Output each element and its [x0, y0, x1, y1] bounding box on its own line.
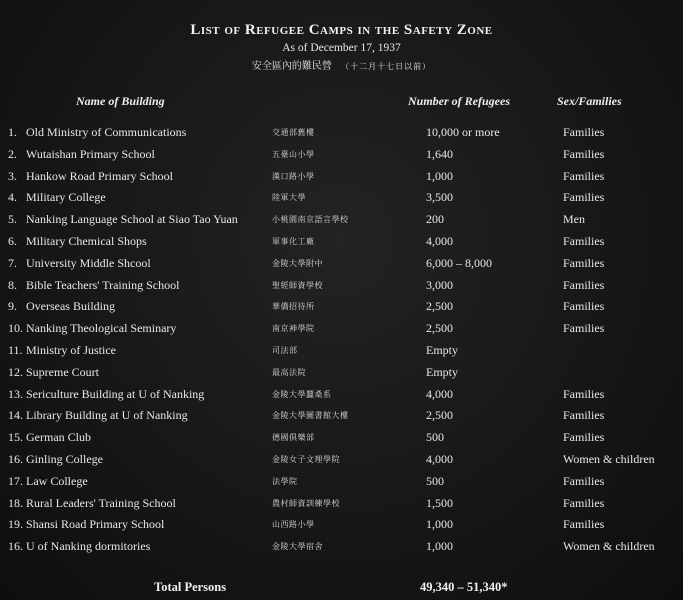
refugee-count: 4,000: [426, 451, 453, 466]
building-name: German Club: [26, 430, 91, 445]
refugee-count: Empty: [426, 364, 458, 379]
table-row: [0, 493, 683, 515]
building-name: University Middle Shcool: [26, 255, 151, 270]
table-row: [0, 405, 683, 427]
building-chinese-name: 農村師資訓練學校: [272, 498, 340, 508]
table-row: [0, 122, 683, 144]
building-name: Supreme Court: [26, 364, 99, 379]
building-chinese-name: 金陵大學附中: [272, 258, 323, 268]
sex-families: Families: [563, 233, 605, 248]
building-name: Library Building at U of Nanking: [26, 408, 188, 423]
table-row: [0, 275, 683, 297]
refugee-count: 4,000: [426, 233, 453, 248]
refugee-count: Empty: [426, 342, 458, 357]
sex-families: Families: [563, 146, 605, 161]
refugee-count: 1,000: [426, 539, 453, 554]
row-number: 1.: [8, 125, 17, 139]
document-title: List of Refugee Camps in the Safety Zone: [190, 22, 493, 38]
building-chinese-name: 司法部: [272, 345, 298, 355]
sex-families: Families: [563, 168, 605, 183]
row-number: 16.: [8, 451, 23, 466]
row-number: 12.: [8, 364, 23, 379]
table-row: [0, 536, 683, 558]
building-name: Sericulture Building at U of Nanking: [26, 386, 205, 401]
sex-families: Families: [563, 277, 605, 292]
building-chinese-name: 德國俱樂部: [272, 433, 315, 443]
sex-families: Families: [563, 255, 605, 270]
row-number: 8.: [8, 277, 17, 292]
building-chinese-name: 小桃園南京語言學校: [272, 215, 349, 225]
building-chinese-name: 五臺山小學: [272, 149, 315, 159]
building-name: Law College: [26, 473, 88, 488]
row-number: 17.: [8, 473, 23, 488]
table-row: [0, 362, 683, 384]
sex-families: Men: [563, 212, 585, 227]
sex-families: Families: [563, 386, 605, 401]
building-chinese-name: 交通部舊樓: [272, 128, 315, 137]
building-chinese-name: 法學院: [272, 476, 298, 486]
table-row: [0, 209, 683, 231]
document-subtitle: As of December 17, 1937: [282, 42, 401, 54]
building-name: Overseas Building: [26, 299, 115, 314]
building-name: Nanking Language School at Siao Tao Yuan: [26, 212, 238, 227]
table-row: [0, 471, 683, 493]
building-chinese-name: 金陵大學宿舍: [272, 542, 323, 552]
refugee-count: 1,640: [426, 146, 453, 161]
row-number: 6.: [8, 233, 17, 248]
refugee-count: 2,500: [426, 408, 453, 423]
refugee-count: 1,500: [426, 495, 453, 510]
building-name: Military College: [26, 190, 106, 205]
building-chinese-name: 最高法院: [272, 367, 306, 377]
row-number: 11.: [8, 342, 23, 357]
row-number: 9.: [8, 299, 17, 314]
building-name: Hankow Road Primary School: [26, 168, 173, 183]
table-row: [0, 449, 683, 471]
building-chinese-name: 華僑招待所: [272, 302, 315, 312]
sex-families: Families: [563, 190, 605, 205]
refugee-count: 1,000: [426, 517, 453, 532]
sex-families: Families: [563, 299, 605, 314]
building-name: Nanking Theological Seminary: [26, 321, 177, 336]
sex-families: Families: [563, 495, 605, 510]
refugee-count: 3,000: [426, 277, 453, 292]
refugee-count: 2,500: [426, 299, 453, 314]
table-row: [0, 318, 683, 340]
table-row: [0, 231, 683, 253]
building-name: U of Nanking dormitories: [26, 539, 151, 554]
refugee-count: 6,000 – 8,000: [426, 255, 492, 270]
table-row: [0, 296, 683, 318]
table-row: [0, 340, 683, 362]
row-number: 2.: [8, 146, 17, 161]
refugee-count: 1,000: [426, 168, 453, 183]
table-row: [0, 514, 683, 536]
row-number: 3.: [8, 168, 17, 183]
building-chinese-name: 聖經師資學校: [272, 280, 323, 290]
table-row: [0, 427, 683, 449]
building-chinese-name: 軍事化工廠: [272, 236, 315, 246]
chinese-title: 安全區內的難民營: [251, 61, 332, 72]
building-chinese-name: 山西路小學: [272, 520, 315, 530]
building-name: Old Ministry of Communications: [26, 125, 187, 139]
row-number: 5.: [8, 212, 17, 227]
row-number: 19.: [8, 517, 23, 532]
sex-families: Women & children: [563, 539, 655, 554]
total-label: Total Persons: [154, 580, 227, 594]
refugee-count: 10,000 or more: [426, 125, 500, 139]
table-row: [0, 187, 683, 209]
row-number: 13.: [8, 386, 23, 401]
column-header-number: Number of Refugees: [408, 94, 510, 108]
refugee-count: 2,500: [426, 321, 453, 336]
building-chinese-name: 陸軍大學: [272, 193, 306, 203]
sex-families: Families: [563, 408, 605, 423]
row-number: 4.: [8, 190, 17, 205]
sex-families: Women & children: [563, 451, 655, 466]
building-name: Ginling College: [26, 451, 103, 466]
row-number: 7.: [8, 255, 17, 270]
building-chinese-name: 金陵大學圖書館大樓: [272, 411, 349, 421]
refugee-count: 3,500: [426, 190, 453, 205]
sex-families: Families: [563, 430, 605, 445]
building-name: Bible Teachers' Training School: [26, 277, 180, 292]
refugee-camp-list: [0, 122, 683, 558]
refugee-count: 500: [426, 473, 444, 488]
building-name: Military Chemical Shops: [26, 233, 147, 248]
building-chinese-name: 金陵女子文理學院: [272, 454, 340, 464]
sex-families: Families: [563, 517, 605, 532]
chinese-date: （十二月十七日以前）: [341, 62, 432, 71]
sex-families: Families: [563, 473, 605, 488]
building-name: Ministry of Justice: [26, 342, 116, 357]
row-number: 14.: [8, 408, 23, 423]
row-number: 18.: [8, 495, 23, 510]
building-chinese-name: 金陵大學蠶桑系: [272, 389, 332, 399]
column-header-sex: Sex/Families: [557, 94, 622, 108]
table-row: [0, 166, 683, 188]
sex-families: Families: [563, 125, 605, 139]
chinese-title-line: [0, 57, 683, 72]
sex-families: Families: [563, 321, 605, 336]
building-chinese-name: 漢口路小學: [272, 171, 315, 181]
row-number: 15.: [8, 430, 23, 445]
building-name: Wutaishan Primary School: [26, 146, 155, 161]
total-value: 49,340 – 51,340*: [420, 580, 508, 594]
table-row: [0, 384, 683, 406]
row-number: 10.: [8, 321, 23, 336]
table-row: [0, 144, 683, 166]
refugee-count: 500: [426, 430, 444, 445]
table-row: [0, 253, 683, 275]
column-header-name: Name of Building: [76, 94, 165, 108]
refugee-count: 200: [426, 212, 444, 227]
row-number: 16.: [8, 539, 23, 554]
building-name: Shansi Road Primary School: [26, 517, 165, 532]
building-name: Rural Leaders' Training School: [26, 495, 176, 510]
refugee-count: 4,000: [426, 386, 453, 401]
building-chinese-name: 南京神學院: [272, 324, 315, 334]
